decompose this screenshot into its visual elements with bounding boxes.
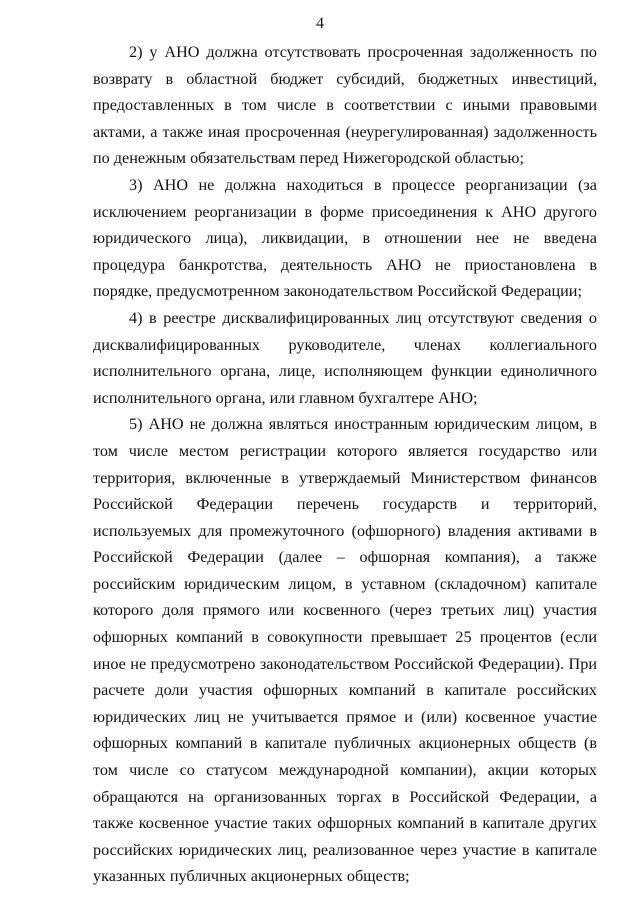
- paragraph-item-3: 3) АНО не должна находиться в процессе реорганизации (за исключением реорганизации в форме присоединения к АНО другого юридического лица), ликвидации, в отношении нее не введена процедура банкротства, деятельность АНО не приостановлена в порядке, предусмотренном законодательством Российской Федерации;: [93, 175, 597, 301]
- paragraph-item-4: 4) в реестре дисквалифицированных лиц отсутствуют сведения о дисквалифицированных руководителе, членах коллегиального исполнительного органа, лице, исполняющем функции единоличного исполнительного органа, или главном бухгалтере АНО;: [93, 308, 597, 407]
- page-number: 4: [316, 15, 324, 32]
- paragraph-item-2: 2) у АНО должна отсутствовать просроченная задолженность по возврату в областной бюджет субсидий, бюджетных инвестиций, предоставленных в том числе в соответствии с иными правовыми актами, а также иная просроченная (неурегулированная) задолженность по денежным обязательствам перед Нижегородской областью;: [93, 43, 597, 168]
- paragraph-item-5: 5) АНО не должна являться иностранным юридическим лицом, в том числе местом регистрации которого является государство или территория, включенные в утверждаемый Министерством финансов Российской Федерации перечень государств и территорий, используемых для промежуточного (офшорного) владения активами в Российской Федерации (далее – офшорная компания), а также российским юридическим лицом, в уставном (складочном) капитале которого доля прямого или косвенного (через третьих лиц) участия офшорных компаний в совокупности превышает 25 процентов (если иное не предусмотрено законодательством Российской Федерации). При расчете доли участия офшорных компаний в капитале российских юридических лиц не учитывается прямое и (или) косвенное участие офшорных компаний в капитале публичных акционерных обществ (в том числе со статусом международной компании), акции которых обращаются на организованных торгах в Российской Федерации, а также косвенное участие таких офшорных компаний в капитале других российских юридических лиц, реализованное через участие в капитале указанных публичных акционерных обществ;: [93, 415, 597, 886]
- document-body: [93, 39, 597, 890]
